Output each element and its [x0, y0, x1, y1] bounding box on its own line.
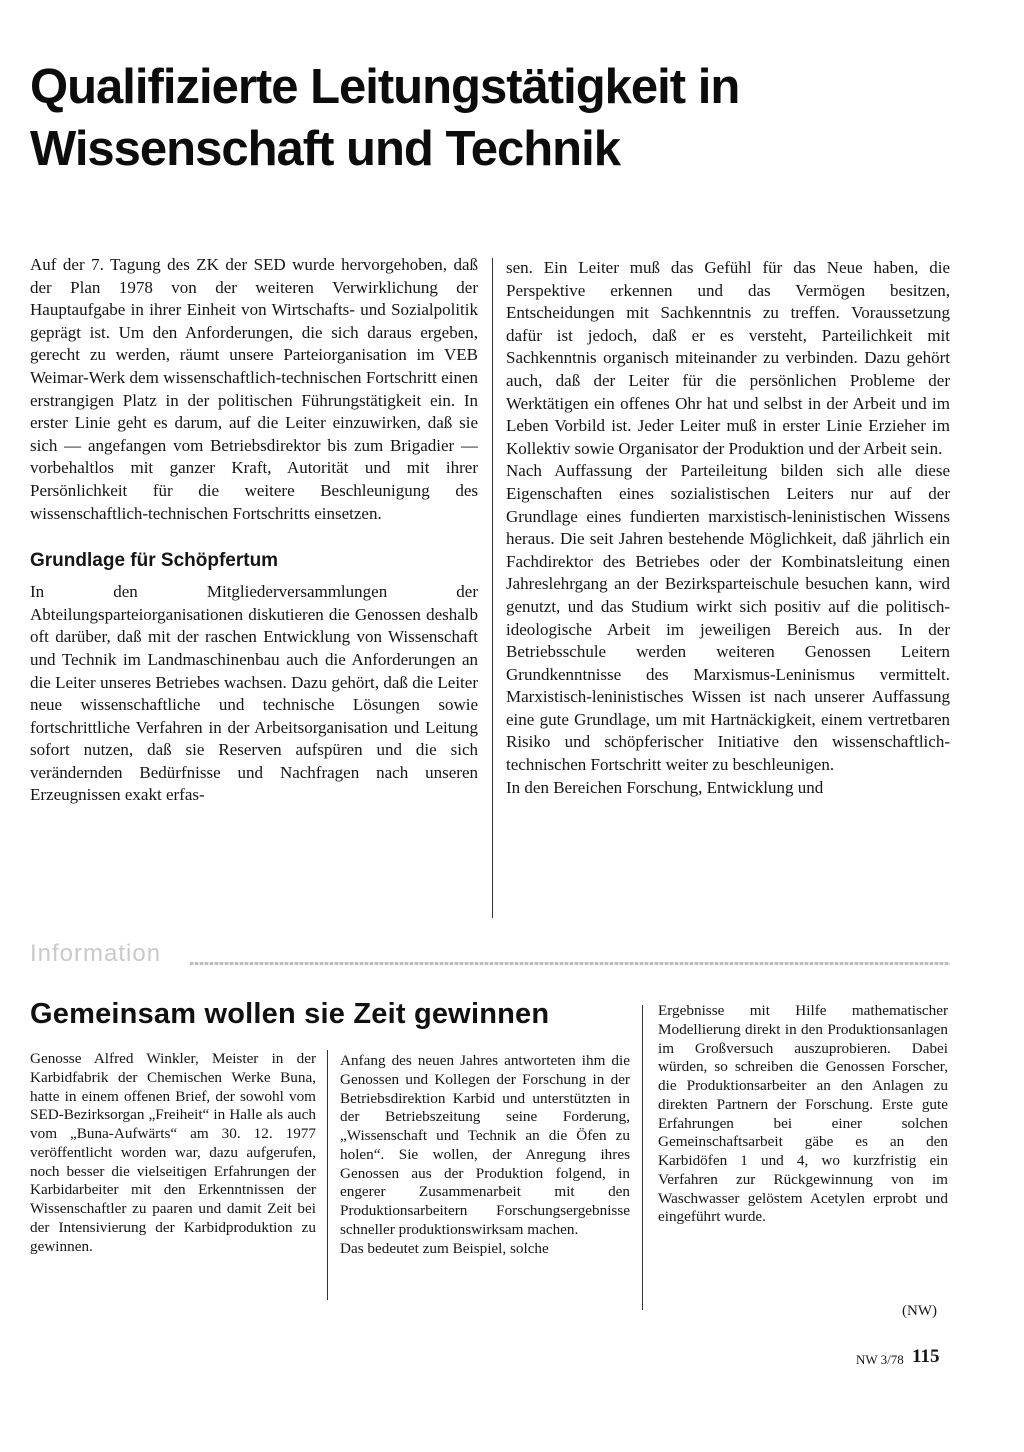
information-column-1: [30, 1050, 316, 1256]
article-subheading: Grundlage für Schöpfertum: [30, 550, 279, 572]
information-column-3: [658, 1002, 948, 1227]
article-paragraph-continuation: In den Bereichen Forschung, Entwicklung und: [506, 777, 824, 797]
information-section-label: Information: [30, 940, 162, 967]
article-intro-paragraph: Auf der 7. Tagung des ZK der SED wurde hervorgehoben, daß der Plan 1978 von der weiteren Verwirklichung der Hauptaufgabe in ihrer Einheit von Wirtschafts- und Sozialpolitik geprägt ist. Um den Anforderungen, die sich daraus ergeben, gerecht zu werden, räumt unsere Parteiorganisation im VEB Weimar-Werk dem wissenschaftlich-technischen Fortschritt einen erstrangigen Platz in der politischen Führungstätigkeit ein. In erster Linie geht es darum, auf die Leiter einzuwirken, daß sie sich — angefangen vom Betriebsdirektor bis zum Brigadier — vorbehaltlos mit ganzer Kraft, Autorität und mit ihrer Persönlichkeit für die weitere Beschleunigung des wissenschaftlich-technischen Fortschritts einsetzen.: [30, 255, 478, 523]
author-signature: (NW): [902, 1303, 937, 1319]
information-column-divider-2: [642, 1005, 643, 1310]
article-left-column: [30, 254, 478, 807]
article-body-paragraph: In den Mitgliederversammlungen der Abteilungsparteiorganisationen diskutieren die Genossen deshalb oft darüber, daß mit der raschen Entwicklung von Wissenschaft und Technik im Landmaschinenbau auch die Anforderungen an die Leiter unseres Betriebes wachsen. Dazu gehört, daß die Leiter neue wissenschaftliche und technische Lösungen sowie fortschrittliche Verfahren in der Arbeitsorganisation und Leitung sofort nutzen, daß sie Reserven aufspüren und die sich verändernden Bedürfnisse und Nachfragen nach unseren Erzeugnissen exakt erfas-: [30, 582, 478, 805]
information-column-2: [340, 1052, 630, 1258]
column-divider: [492, 258, 493, 918]
information-paragraph-4: Ergebnisse mit Hilfe mathematischer Modellierung direkt in den Produktionsanlagen im Großversuch auszuprobieren. Dabei würden, so schreiben die Genossen Forscher, die Produktionsarbeiter an den Anlagen zu direkten Partnern der Forschung. Erste gute Erfahrungen bei einer solchen Gemeinschaftsarbeit gäbe es an den Karbidöfen 1 und 4, wo kurzfristig ein Verfahren zur Rückgewinnung von im Waschwasser gelöstem Acetylen erprobt und eingeführt wurde.: [658, 1002, 948, 1226]
information-headline: Gemeinsam wollen sie Zeit gewinnen: [30, 998, 550, 1030]
article-paragraph-party-view: Nach Auffassung der Parteileitung bilden sich alle diese Eigenschaften eines sozialistischen Leiters nur auf der Grundlage eines fundierten marxistisch-leninistischen Wissens heraus. Die seit Jahren bestehende Möglichkeit, daß jährlich ein Fachdirektor des Betriebes oder der Kombinatsleitung einen Jahreslehrgang an der Bezirksparteischule besuchen kann, wird genutzt, und das Studium wirkt sich positiv auf die politisch-ideologische Arbeit im jeweiligen Bereich aus. In der Betriebsschule werden weiteren Genossen Leitern Grundkenntnisse des Marxismus-Leninismus vermittelt. Marxistisch-leninistisches Wissen ist nach unserer Auffassung eine gute Grundlage, um mit Hartnäckigkeit, einem vertretbaren Risiko und schöpferischer Initiative den wissenschaftlich-technischen Fortschritt weiter zu beschleunigen.: [506, 461, 950, 775]
page-number: 115: [912, 1346, 940, 1367]
article-paragraph-leader-qualities: sen. Ein Leiter muß das Gefühl für das Neue haben, die Perspektive erkennen und das Vermögen besitzen, Entscheidungen mit Sachkenntnis zu treffen. Voraussetzung dafür ist jedoch, daß er es versteht, Parteilichkeit mit Sachkenntnis organisch miteinander zu verbinden. Dazu gehört auch, daß der Leiter für die persönlichen Probleme der Werktätigen ein offenes Ohr hat und selbst in der Arbeit und im Leben Vorbild ist. Jeder Leiter muß in erster Linie Erzieher im Kollektiv sowie Organisator der Produktion und der Arbeit sein.: [506, 258, 950, 458]
article-right-column: [506, 257, 950, 799]
information-divider: [190, 962, 950, 965]
information-column-divider-1: [327, 1050, 328, 1300]
information-paragraph-1: Genosse Alfred Winkler, Meister in der Karbidfabrik der Chemischen Werke Buna, hatte in einem offenen Brief, der sowohl vom SED-Bezirksorgan „Freiheit“ in Halle als auch vom „Buna-Aufwärts“ am 30. 12. 1977 veröffentlicht worden war, dazu aufgerufen, noch besser die vielseitigen Erfahrungen der Karbidarbeiter mit den Erkenntnissen der Wissenschaftler zu paaren und damit Zeit bei der Intensivierung der Karbidproduktion zu gewinnen.: [30, 1050, 316, 1255]
issue-number: NW 3/78: [856, 1352, 904, 1367]
article-headline: Qualifizierte Leitungstätigkeit in Wissenschaft und Technik: [30, 60, 740, 176]
information-paragraph-3: Das bedeutet zum Beispiel, solche: [340, 1239, 549, 1257]
information-paragraph-2: Anfang des neuen Jahres antworteten ihm die Genossen und Kollegen der Forschung in der Betriebsdirektion Karbid und unterstützten in der Betriebszeitung seine Forderung, „Wissenschaft und Technik an die Öfen zu holen“. Sie wollen, der Anregung ihres Genossen aus der Produktion folgend, in engerer Zusammenarbeit mit den Produktionsarbeitern Forschungsergebnisse schneller produktionswirksam machen.: [340, 1052, 630, 1238]
